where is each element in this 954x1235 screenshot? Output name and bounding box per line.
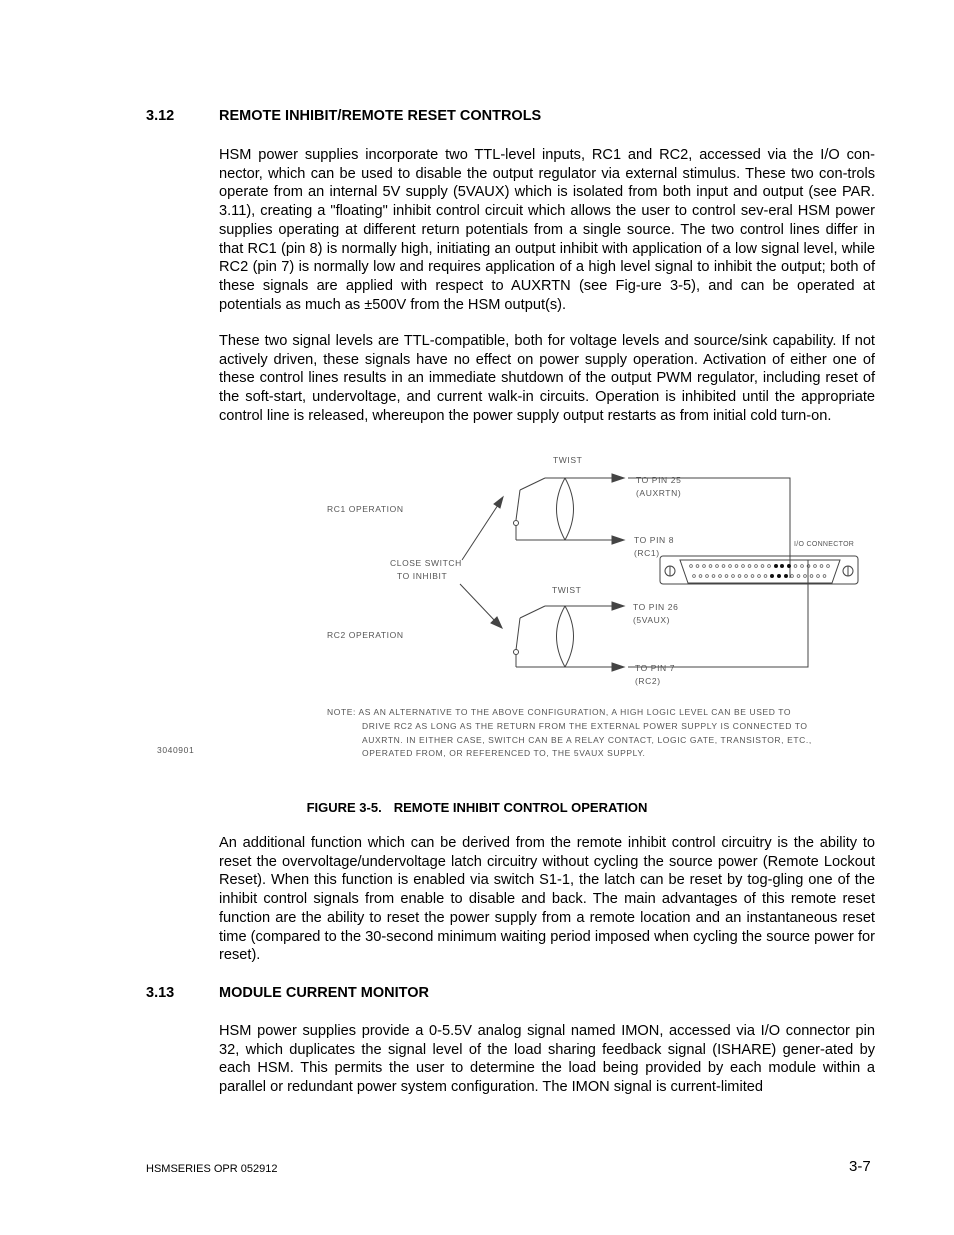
rc2-operation-label: RC2 OPERATION xyxy=(327,630,404,640)
footer-doc-id: HSMSERIES OPR 052912 xyxy=(146,1163,278,1175)
note-line-2: DRIVE RC2 AS LONG AS THE RETURN FROM THE EXTERNAL POWER SUPPLY IS CONNECTED TO xyxy=(362,721,808,731)
5vaux-label: (5VAUX) xyxy=(633,615,671,625)
paragraph-remote-inhibit-intro: HSM power supplies incorporate two TTL-level inputs, RC1 and RC2, accessed via the I/O con-nector, which can be used to disable the output regulator via external stimulus. These two con-trols operate from an internal 5V supply (5VAUX) which is isolated from both input and output (see PAR. 3.11), creating a "floating" inhibit control circuit which allows the user to control sev-eral HSM power supplies operating at different return potentials from a single source. The two control lines differ in that RC1 (pin 8) is normally high, initiating an output inhibit with application of a low signal level, while RC2 (pin 7) is normally low and requires application of a high level signal to inhibit the output; both of these signals are applied with respect to AUXRTN (see Fig-ure 3-5), and can be operated at potentials as much as ±500V from the HSM output(s). xyxy=(219,147,875,313)
arrow-pin25 xyxy=(612,474,624,482)
page-number: 3-7 xyxy=(849,1158,871,1175)
io-connector-label: I/O CONNECTOR xyxy=(794,541,855,548)
pin25-label: TO PIN 25 xyxy=(636,475,682,485)
drawing-id: 3040901 xyxy=(157,745,195,755)
section-title: REMOTE INHIBIT/REMOTE RESET CONTROLS xyxy=(219,108,542,124)
twisted-pair-1 xyxy=(545,478,600,540)
rc1-label: (RC1) xyxy=(634,548,660,558)
figure-label: FIGURE 3-5. xyxy=(306,800,382,815)
paragraph-current-monitor: HSM power supplies provide a 0-5.5V analog signal named IMON, accessed via I/O connector pin 32, which duplicates the signal level of the load sharing feedback signal (ISHARE) gener-ated by each HSM. This permits the user to determine the load being provided by each module within a parallel or redundant power system configuration. The IMON signal is current-limited xyxy=(219,1023,875,1096)
paragraph-ttl-levels: These two signal levels are TTL-compatible, both for voltage levels and source/sink capability. If not actively driven, these signals have no effect on power supply operation. Activation of either one of these control lines results in an immediate shutdown of the output PWM regulator, including reset of the soft-start, undervoltage, and current walk-in circuits. Operation is inhibited until the appropriate control line is released, whereupon the power supply output restarts as from initial cold turn-on. xyxy=(219,333,875,424)
pin7-label: TO PIN 7 xyxy=(635,663,676,673)
section-number: 3.13 xyxy=(146,985,175,1001)
section-number: 3.12 xyxy=(146,108,175,124)
twist-label-1: TWIST xyxy=(553,455,583,465)
close-switch-label: CLOSE SWITCH xyxy=(390,558,462,568)
figure-title: REMOTE INHIBIT CONTROL OPERATION xyxy=(393,800,648,815)
auxrtn-label: (AUXRTN) xyxy=(636,488,682,498)
pin26-label: TO PIN 26 xyxy=(633,602,679,612)
to-inhibit-label: TO INHIBIT xyxy=(397,571,448,581)
arrow-pin8 xyxy=(612,536,624,544)
section-title: MODULE CURRENT MONITOR xyxy=(219,985,429,1001)
arrow-pin26 xyxy=(612,602,624,610)
figure-caption xyxy=(0,800,954,815)
wire-pin25 xyxy=(600,478,790,560)
note-line-1: NOTE: AS AN ALTERNATIVE TO THE ABOVE CONFIGURATION, A HIGH LOGIC LEVEL CAN BE USED TO xyxy=(327,707,792,717)
io-connector xyxy=(660,556,858,584)
wire-pin7 xyxy=(600,582,808,667)
twist-label-2: TWIST xyxy=(552,585,582,595)
twisted-pair-2 xyxy=(545,606,600,667)
note-line-3: AUXRTN. IN EITHER CASE, SWITCH CAN BE A RELAY CONTACT, LOGIC GATE, TRANSISTOR, ETC., xyxy=(362,735,812,745)
arrow-pin7 xyxy=(612,663,624,671)
rc2-label: (RC2) xyxy=(635,676,661,686)
note-line-4: OPERATED FROM, OR REFERENCED TO, THE 5VAUX SUPPLY. xyxy=(362,748,646,758)
paragraph-remote-reset: An additional function which can be derived from the remote inhibit control circuitry is the ability to reset the overvoltage/undervoltage latch circuitry without cycling the source power (Remote Lockout Reset). When this function is enabled via switch S1-1, the latch can be reset by tog-gling one of the inhibit control signals from enable to disable and back. The main advantages of this remote reset function are the ability to reset the power supply from a remote location and an instantaneous reset time (compared to the 30-second minimum waiting period imposed when cycling the source power for reset). xyxy=(219,835,875,964)
remote-inhibit-diagram xyxy=(0,450,954,790)
rc1-operation-label: RC1 OPERATION xyxy=(327,504,404,514)
pin8-label: TO PIN 8 xyxy=(634,535,675,545)
